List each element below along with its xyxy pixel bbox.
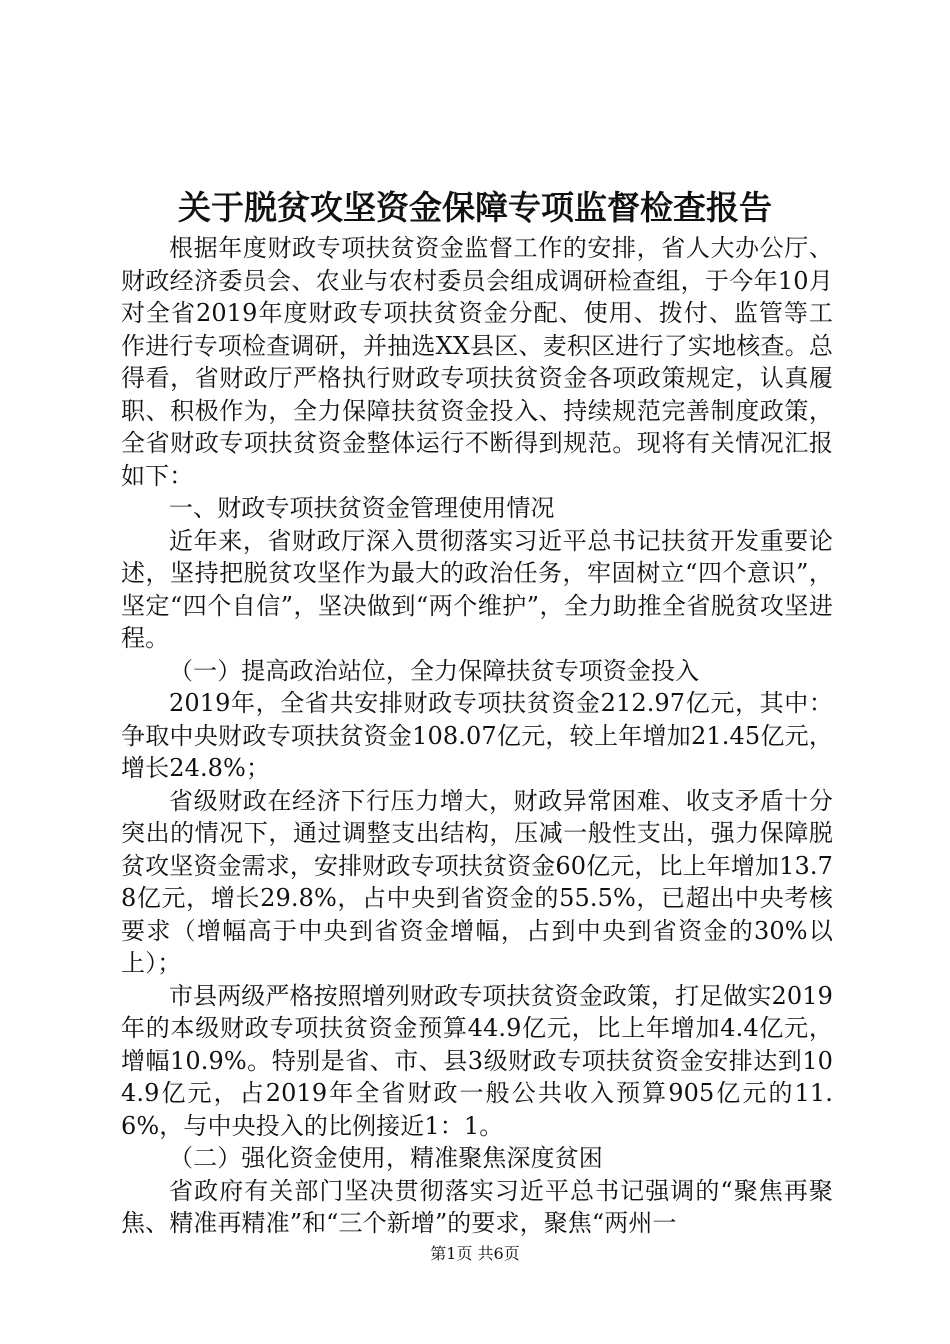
paragraph: 近年来，省财政厅深入贯彻落实习近平总书记扶贫开发重要论述，坚持把脱贫攻坚作为最大的政治任务，牢固树立“四个意识”，坚定“四个自信”，坚决做到“两个维护”，全力助推全省脱贫攻坚进程。 [121, 526, 833, 652]
page-footer: 第1页 共6页 [430, 1244, 520, 1263]
document-body [121, 232, 833, 1240]
paragraph: 省政府有关部门坚决贯彻落实习近平总书记强调的“聚焦再聚焦、精准再精准”和“三个新增”的要求，聚焦“两州一 [121, 1176, 833, 1237]
subsection-heading-1: （一）提高政治站位，全力保障扶贫专项资金投入 [169, 656, 700, 685]
paragraph: 省级财政在经济下行压力增大，财政异常困难、收支矛盾十分突出的情况下，通过调整支出结构，压减一般性支出，强力保障脱贫攻坚资金需求，安排财政专项扶贫资金60亿元，比上年增加13.78亿元，增长29.8%，占中央到省资金的55.5%，已超出中央考核要求（增幅高于中央到省资金增幅，占到中央到省资金的30%以上）； [121, 786, 833, 977]
paragraph: 2019年，全省共安排财政专项扶贫资金212.97亿元，其中：争取中央财政专项扶贫资金108.07亿元，较上年增加21.45亿元，增长24.8%； [121, 689, 833, 782]
paragraph-intro: 根据年度财政专项扶贫资金监督工作的安排，省人大办公厅、财政经济委员会、农业与农村委员会组成调研检查组，于今年10月对全省2019年度财政专项扶贫资金分配、使用、拨付、监管等工作进行专项检查调研，并抽选XX县区、麦积区进行了实地核查。总得看，省财政厅严格执行财政专项扶贫资金各项政策规定，认真履职、积极作为，全力保障扶贫资金投入、持续规范完善制度政策，全省财政专项扶贫资金整体运行不断得到规范。现将有关情况汇报如下： [121, 234, 833, 490]
document-title: 关于脱贫攻坚资金保障专项监督检查报告 [178, 188, 772, 227]
section-heading-1: 一、财政专项扶贫资金管理使用情况 [169, 494, 555, 522]
paragraph: 市县两级严格按照增列财政专项扶贫资金政策，打足做实2019年的本级财政专项扶贫资金预算44.9亿元，比上年增加4.4亿元，增幅10.9%。特别是省、市、县3级财政专项扶贫资金安排达到104.9亿元，占2019年全省财政一般公共收入预算905亿元的11.6%，与中央投入的比例接近1：1。 [121, 981, 833, 1140]
subsection-heading-2: （二）强化资金使用，精准聚焦深度贫困 [169, 1144, 603, 1172]
